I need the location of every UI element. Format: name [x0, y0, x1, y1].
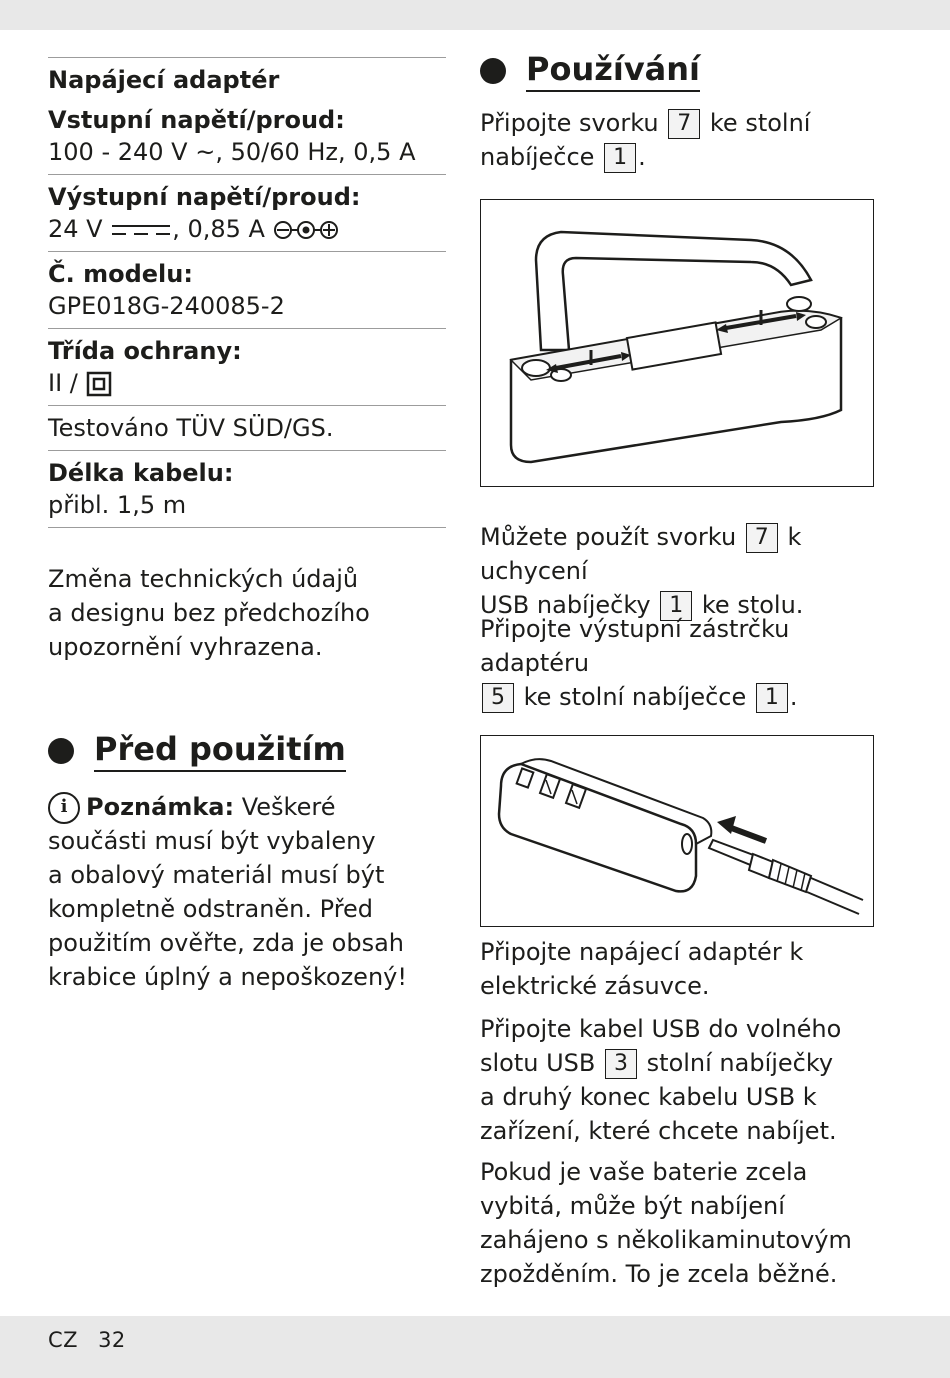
note-line: součásti musí být vybaleny — [48, 827, 376, 855]
text-span: . — [638, 143, 646, 171]
text-span: stolní nabíječky — [646, 1049, 834, 1077]
text-span: . — [789, 683, 798, 711]
text-span: k uchycení — [480, 523, 802, 585]
polarity-icon — [273, 219, 339, 241]
model-value: GPE018G-240085-2 — [48, 292, 285, 320]
before-use-title: Před použitím — [94, 730, 346, 772]
spec-title-row — [48, 57, 446, 174]
usage-line: Pokud je vaše baterie zcela — [480, 1158, 808, 1186]
note-line: a obalový materiál musí být — [48, 861, 385, 889]
usage-line — [480, 680, 900, 714]
note-line: krabice úplný a nepoškozený! — [48, 963, 407, 991]
left-column — [48, 57, 446, 664]
usage-line — [480, 140, 900, 174]
usage-line: a druhý konec kabelu USB k — [480, 1083, 817, 1111]
usage-paragraph-2 — [480, 520, 900, 622]
output-value — [48, 213, 446, 246]
page-number: 32 — [98, 1328, 126, 1352]
usage-line: Připojte napájecí adaptér k — [480, 938, 804, 966]
usage-paragraph-1 — [480, 106, 900, 174]
usage-line — [480, 1046, 900, 1080]
clamp-charger-illustration — [481, 200, 873, 486]
model-label: Č. modelu: — [48, 260, 193, 288]
note-label: Poznámka: — [86, 793, 235, 821]
usage-paragraph-5 — [480, 1012, 900, 1148]
output-value-suffix: , 0,85 A — [172, 215, 265, 243]
figure-plug-illustration — [480, 735, 874, 927]
text-span: USB nabíječky — [480, 591, 651, 619]
tested-text: Testováno TÜV SÜD/GS. — [48, 414, 334, 442]
usage-line: Připojte kabel USB do volného — [480, 1015, 842, 1043]
spec-tested-row — [48, 405, 446, 450]
usage-line — [480, 106, 900, 140]
usage-line: Připojte výstupní zástrčku adaptéru — [480, 615, 790, 677]
input-value: 100 - 240 V ~, 50/60 Hz, 0,5 A — [48, 138, 416, 166]
ref-usb-slot: 3 — [605, 1049, 637, 1079]
text-span: slotu USB — [480, 1049, 596, 1077]
change-notice — [48, 562, 446, 664]
ref-clamp: 7 — [746, 523, 778, 553]
output-label: Výstupní napětí/proud: — [48, 183, 361, 211]
input-label: Vstupní napětí/proud: — [48, 106, 345, 134]
usage-line — [480, 520, 900, 588]
note-text: Veškeré — [241, 793, 336, 821]
output-value-prefix: 24 V — [48, 215, 103, 243]
before-use-section — [48, 730, 446, 994]
usage-line: elektrické zásuvce. — [480, 972, 710, 1000]
note-line: použitím ověřte, zda je obsah — [48, 929, 405, 957]
spec-output-row — [48, 174, 446, 251]
usage-paragraph-3 — [480, 612, 900, 714]
before-use-heading — [48, 730, 446, 772]
usage-paragraph-6 — [480, 1155, 900, 1291]
text-span: ke stolu. — [701, 591, 804, 619]
note-line — [48, 790, 446, 824]
usage-paragraph-4 — [480, 935, 900, 1003]
figure-clamp-illustration — [480, 199, 874, 487]
bullet-icon — [48, 738, 74, 764]
text-span: Připojte svorku — [480, 109, 659, 137]
text-span: nabíječce — [480, 143, 595, 171]
usage-line: zpožděním. To je zcela běžné. — [480, 1260, 838, 1288]
usage-title: Používání — [526, 50, 700, 92]
usage-line: vybitá, může být nabíjení — [480, 1192, 785, 1220]
class-label: Třída ochrany: — [48, 337, 242, 365]
spec-cable-row — [48, 450, 446, 528]
ref-adapter-plug: 5 — [482, 683, 514, 713]
bullet-icon — [480, 58, 506, 84]
dc-symbol-icon — [110, 220, 172, 240]
usage-line: zařízení, které chcete nabíjet. — [480, 1117, 837, 1145]
class-value-text: II / — [48, 369, 78, 397]
usage-section — [480, 50, 900, 174]
spec-class-row — [48, 328, 446, 405]
info-icon: i — [48, 792, 80, 824]
text-span: ke stolní — [709, 109, 811, 137]
change-notice-line: upozornění vyhrazena. — [48, 633, 323, 661]
ref-charger: 1 — [756, 683, 788, 713]
plug-charger-illustration — [481, 736, 873, 926]
text-span: ke stolní nabíječce — [523, 683, 747, 711]
footer-language: CZ — [48, 1328, 79, 1352]
ref-charger: 1 — [660, 591, 692, 621]
ref-charger: 1 — [604, 143, 636, 173]
usage-heading — [480, 50, 900, 92]
usage-line: zahájeno s několikaminutovým — [480, 1226, 852, 1254]
before-use-note — [48, 790, 446, 994]
cable-value: přibl. 1,5 m — [48, 491, 187, 519]
spec-model-row — [48, 251, 446, 328]
cable-label: Délka kabelu: — [48, 459, 234, 487]
text-span: Můžete použít svorku — [480, 523, 737, 551]
protection-class-ii-icon — [86, 371, 112, 397]
ref-clamp: 7 — [668, 109, 700, 139]
note-line: kompletně odstraněn. Před — [48, 895, 374, 923]
class-value — [48, 367, 446, 400]
change-notice-line: a designu bez předchozího — [48, 599, 370, 627]
footer — [48, 1328, 146, 1352]
change-notice-line: Změna technických údajů — [48, 565, 359, 593]
top-bar — [0, 0, 950, 30]
spec-title: Napájecí adaptér — [48, 66, 280, 94]
